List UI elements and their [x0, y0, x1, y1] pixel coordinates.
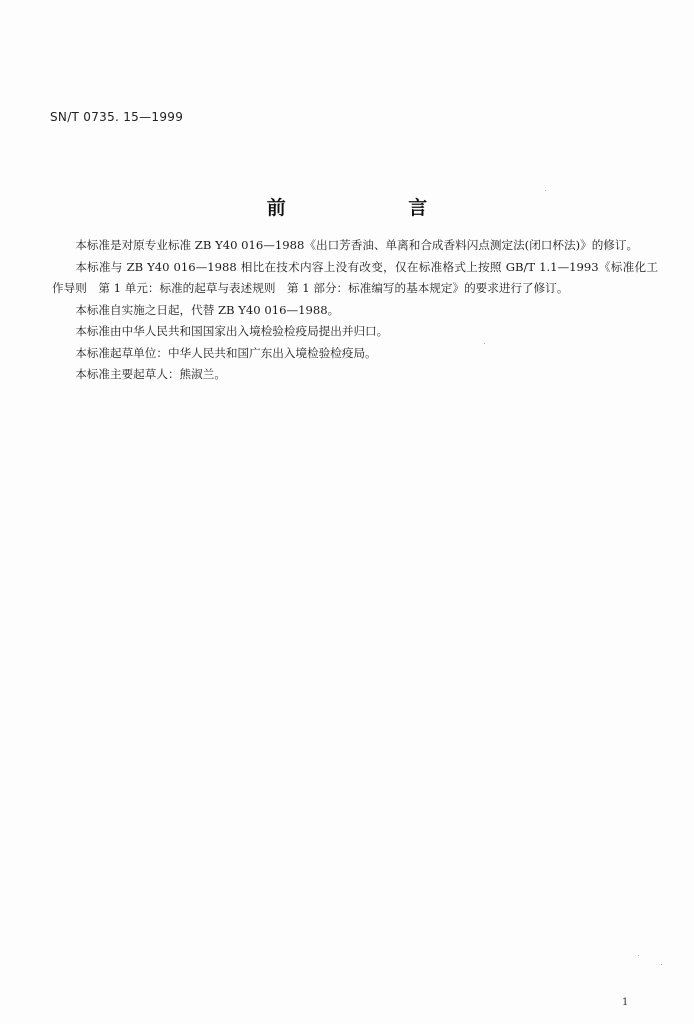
scan-speck [661, 964, 662, 965]
paragraph-drafter: 本标准主要起草人：熊淑兰。 [75, 367, 226, 381]
paragraph-drafting-unit: 本标准起草单位：中华人民共和国广东出入境检验检疫局。 [75, 345, 377, 360]
paragraph-replacement: 本标准自实施之日起，代替 ZB Y40 016—1988。 [75, 302, 340, 317]
scan-speck [545, 190, 546, 191]
paragraph-revision-basis: 本标准是对原专业标准 ZB Y40 016—1988《出口芳香油、单离和合成香料闪点测定法(闭口杯法)》的修订。 [75, 238, 639, 252]
page-title: 前 言 [266, 197, 486, 219]
standard-number: SN/T 0735. 15—1999 [50, 110, 184, 124]
paragraph-proposer: 本标准由中华人民共和国国家出入境检验检疫局提出并归口。 [75, 324, 389, 338]
paragraph-technical-changes: 本标准与 ZB Y40 016—1988 相比在技术内容上没有改变，仅在标准格式上按照 GB/T 1.1—1993《标准化工作导则 第 1 单元：标准的起草与表述规则 第 1 部分：标准编写的基本规定》的要求进行了修订。 [52, 259, 658, 295]
foreword-body [52, 235, 658, 386]
scan-speck [484, 343, 485, 344]
page-number: 1 [622, 997, 629, 1008]
scan-speck [638, 955, 639, 956]
